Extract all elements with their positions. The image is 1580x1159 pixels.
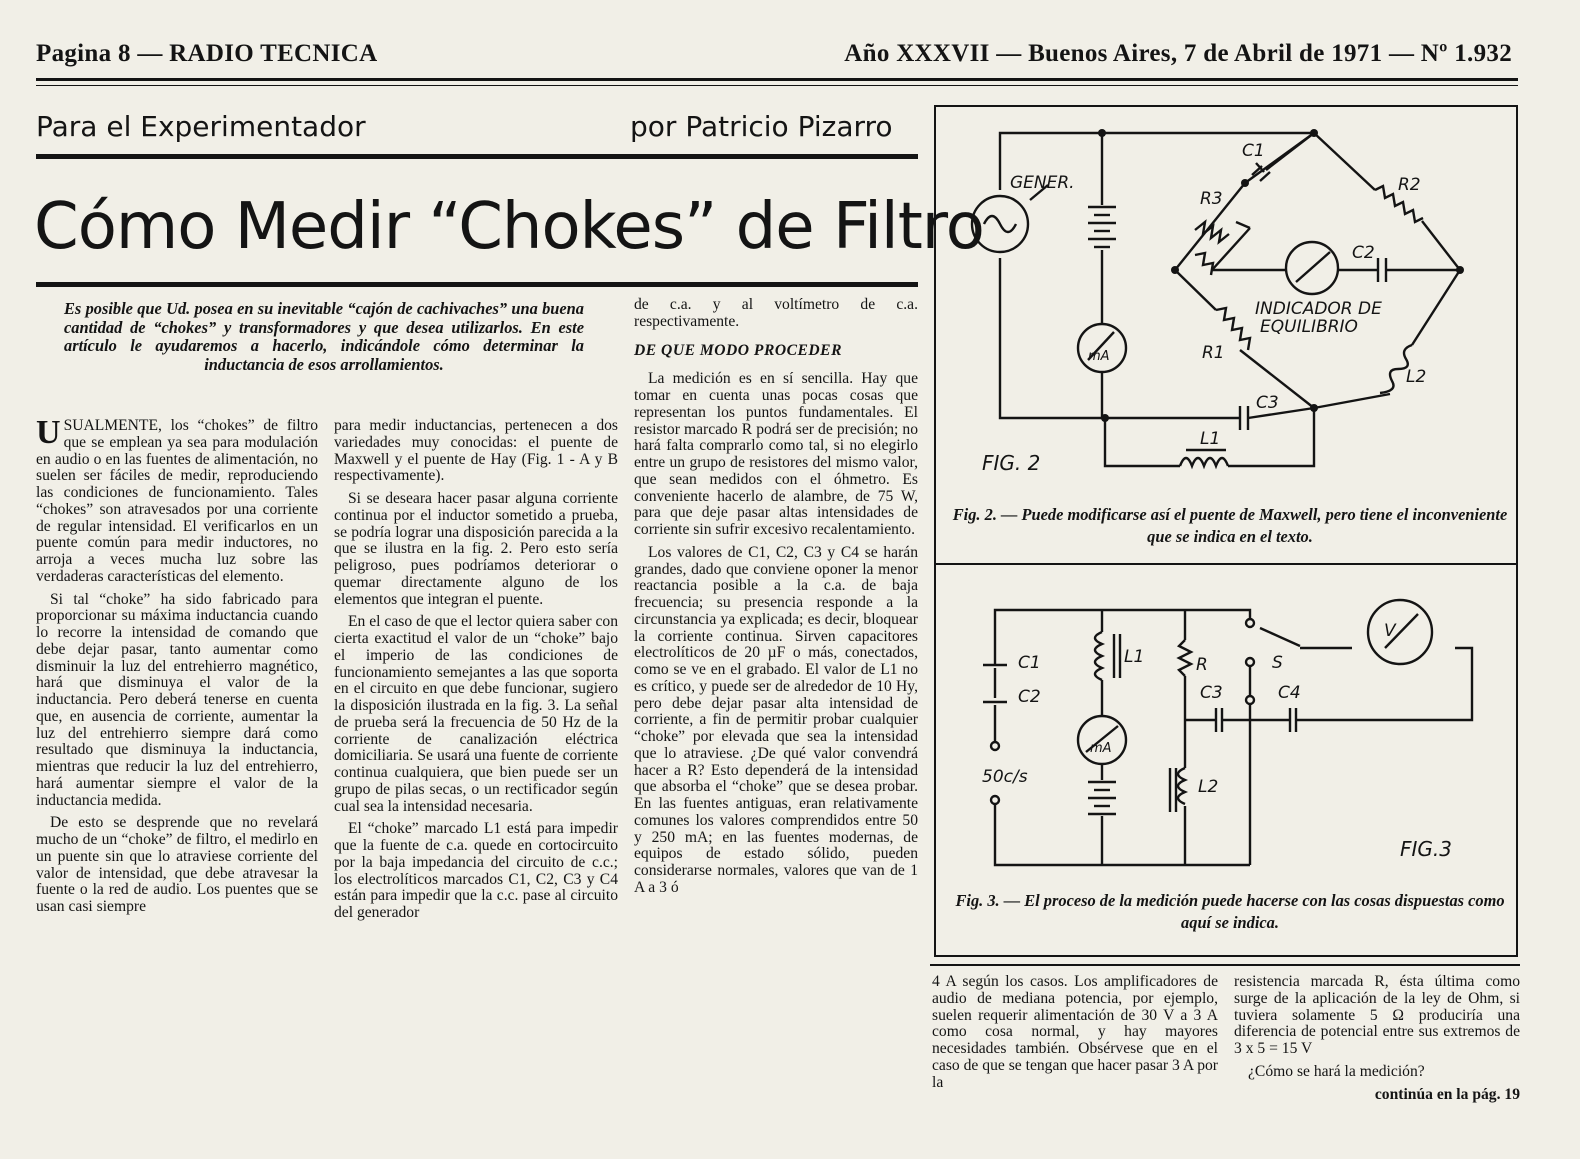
fig3-label-c3: C3 <box>1200 683 1223 703</box>
col2-paragraph-4: El “choke” marcado L1 está para impedir que la fuente de c.a. quede en cortocircuito por la baja impedancia del circuito de c.c.; los electrolíticos marcados C1, C2, C3 y C4 están para impedir que la c.c. pase al circuito del generador <box>334 820 618 921</box>
article-title: Cómo Medir “Chokes” de Filtro <box>34 190 984 264</box>
text-column-3 <box>634 297 918 903</box>
figure-divider <box>934 563 1518 565</box>
col4-paragraph-1: 4 A según los casos. Los amplificadores de audio de mediana potencia, por ejemplo, suelen requerir alimentación de 30 V a 3 A como cosa normal, y hay mayores necesidades también. Obsérvese que en el caso de que se tengan que hacer pasar 3 A por la <box>932 973 1218 1091</box>
col1-paragraph-1: USUALMENTE, los “chokes” de filtro que se emplean ya sea para modulación en audio o en las fuentes de alimentación, no suelen ser fáciles de medir, reproduciendo las condiciones de funcionamiento. Tales “chokes” son atravesados por una corriente de regular intensidad. El verificarlos en un puente común para medir inductores, no arroja a veces mucha luz sobre las verdaderas características del elemento. <box>36 414 318 585</box>
fig3-coil-l1 <box>1095 632 1102 680</box>
fig2-coil-l1 <box>1180 458 1228 466</box>
col5-question: ¿Cómo se hará la medición? <box>1248 1062 1425 1080</box>
fig3-label-c4: C4 <box>1278 683 1301 703</box>
header-rule <box>36 78 1518 81</box>
fig3-resistor <box>1179 640 1191 676</box>
fig3-label-l1: L1 <box>1124 647 1145 667</box>
col3-paragraph-0: de c.a. y al voltímetro de c.a. respectivamente. <box>634 296 918 330</box>
page-header-left: Pagina 8 — RADIO TECNICA <box>36 40 378 67</box>
fig2-label-c1: C1 <box>1242 141 1265 161</box>
fig2-label-gener: GENER. <box>1010 173 1075 193</box>
fig2-label-c2: C2 <box>1352 243 1375 263</box>
fig2-label-c3: C3 <box>1256 393 1279 413</box>
fig3-label-c2: C2 <box>1018 687 1041 707</box>
fig2-label-r3: R3 <box>1200 189 1223 209</box>
section-label: Para el Experimentador <box>36 110 366 143</box>
fig3-label-v: V <box>1384 621 1396 641</box>
fig2-label-ma: mA <box>1088 349 1110 364</box>
fig3-label-s: S <box>1272 653 1283 673</box>
col2-paragraph-2: Si se deseara hacer pasar alguna corriente continua por el inductor sometido a prueba, se podría lograr una disposición parecida a la que se ilustra en la fig. 2. Pero esto sería peligroso, pues podríamos deteriorar o quemar directamente alguno de los elementos que integran el puente. <box>334 490 618 608</box>
fig3-caption: Fig. 3. — El proceso de la medición puede hacerse con las cosas dispuestas como aquí se indica. <box>955 891 1505 932</box>
fig3-label-freq: 50c/s <box>982 767 1028 787</box>
fig2-label-r2: R2 <box>1398 175 1421 195</box>
fig3-label-r: R <box>1196 655 1208 675</box>
fig3-label-l2: L2 <box>1198 777 1219 797</box>
fig2-wire <box>1000 258 1105 418</box>
fig2-label-r1: R1 <box>1202 343 1225 363</box>
fig2-label-ind1: INDICADOR DE <box>1255 299 1382 319</box>
fig2-ma-meter <box>1078 324 1126 372</box>
byline: por Patricio Pizarro <box>630 110 893 143</box>
col2-paragraph-3: En el caso de que el lector quiera saber con cierta exactitud el valor de un “choke” bajo el imperio de las condiciones de funcionamiento semejantes a las que soporta en el circuito en que debe funcionar, sugiero la disposición ilustrada en la fig. 3. La señal de prueba será la frecuencia de 50 Hz de la corriente de canalización eléctrica domiciliaria. Se usará una fuente de corriente continua cualquiera, que bien puede ser un grupo de pilas secas, o un rectificador según cual sea la intensidad necesaria. <box>334 613 618 815</box>
fig3-label-ma: mA <box>1090 741 1112 756</box>
intro-paragraph: Es posible que Ud. posea en su inevitable “cajón de cachivaches” una buena cantidad de “chokes” y transformadores y que desea utilizarlos. En este artículo le ayudaremos a hacerlo, indicándole cómo determinar la inductancia de esos arrollamientos. <box>64 299 584 374</box>
text-column-2 <box>334 418 618 928</box>
col1-paragraph-2: Si tal “choke” ha sido fabricado para proporcionar su máxima inductancia cuando lo recorre la intensidad de comando que debe dejar pasar, tanto aumentar como disminuir la luz del entrehierro magnético, hará que disminuya el valor de la inductancia. Pero deberá tenerse en cuenta que, en ausencia de corriente, aumentar la luz del entrehierro siempre dará como resultado que disminuya la inductancia, mientras que reducir la luz del entrehierro, hará aumentar siempre el valor de la inductancia medida. <box>36 590 318 809</box>
col3-paragraph-2: Los valores de C1, C2, C3 y C4 se harán grandes, dado que conviene oponer la menor reactancia posible a la c.a. de baja frecuencia; su presencia responde a la circunstancia ya explicada; es decir, bloquear la corriente continua. Sirven capacitores electrolíticos de 20 µF o más, conectados, como se ve en el grabado. El valor de L1 no es crítico, y puede ser de alrededor de 10 Hy, pero debe dejar pasar alta intensidad de corriente, a fin de permitir probar cualquier “choke” por elevada que sea la intensidad que lo atraviese. ¿De qué valor convendrá hacer a R? Esto dependerá de la intensidad que absorba el “choke” que se desea probar. En las fuentes antiguas, eran relativamente comunes los valores comprendidos entre 50 y 250 mA; en las fuentes modernas, de equipos de estado sólido, pueden considerarse normales, valores que van de 1 A a 3 ó <box>634 543 918 896</box>
fig2-figure-label: FIG. 2 <box>982 451 1041 475</box>
fig3-schematic <box>936 570 1516 880</box>
drop-cap: U <box>36 414 61 451</box>
col2-paragraph-1: para medir inductancias, pertenecen a dos variedades muy conocidas: el puente de Maxwell y el puente de Hay (Fig. 1 - A y B respectivamente). <box>334 417 618 485</box>
text-column-5 <box>1234 974 1520 1109</box>
section-rule <box>36 154 918 159</box>
fig2-label-l1: L1 <box>1200 429 1221 449</box>
fig3-figure-label: FIG.3 <box>1400 837 1452 861</box>
col3-heading: DE QUE MODO PROCEDER <box>634 341 842 359</box>
fig3-coil-l2 <box>1178 768 1185 804</box>
title-rule <box>36 282 918 287</box>
fig2-schematic <box>936 107 1516 497</box>
col1-paragraph-3: De esto se desprende que no revelará mucho de un “choke” de filtro, el medirlo en un puente sin que lo atraviese corriente del valor de intensidad, que debe atravesar la fuente o la red de audio. Los puentes que se usan casi siempre <box>36 814 318 915</box>
text-column-1 <box>36 414 318 922</box>
header-rule-thin <box>36 85 1518 86</box>
page-header-right: Año XXXVII — Buenos Aires, 7 de Abril de 1971 — Nº 1.932 <box>844 40 1512 67</box>
fig3-label-c1: C1 <box>1018 653 1041 673</box>
figure-bottom-rule <box>930 964 1520 966</box>
col5-continued: continúa en la pág. 19 <box>1374 1085 1520 1103</box>
fig2-label-l2: L2 <box>1406 367 1427 387</box>
fig2-caption: Fig. 2. — Puede modificarse así el puente de Maxwell, pero tiene el inconveniente que se indica en el texto. <box>952 505 1508 546</box>
col5-paragraph-1: resistencia marcada R, ésta última como surge de la aplicación de la ley de Ohm, si tuviera solamente 5 Ω produciría una diferencia de potencial entre sus extremos de 3 x 5 = 15 V <box>1234 973 1520 1057</box>
col3-paragraph-1: La medición es en sí sencilla. Hay que tomar en cuenta unas pocas cosas que representan los puntos fundamentales. El resistor marcado R podrá ser de precisión; no hará falta comprarlo como tal, si no elegirlo entre un grupo de resistores del mismo valor, que sean medidos con el óhmetro. Es conveniente hacerlo de alambre, de 75 W, para que deje pasar altas intensidades de corriente sin sufrir excesivo recalentamiento. <box>634 370 918 538</box>
text-column-4 <box>932 974 1218 1097</box>
fig2-label-ind2: EQUILIBRIO <box>1260 317 1358 337</box>
